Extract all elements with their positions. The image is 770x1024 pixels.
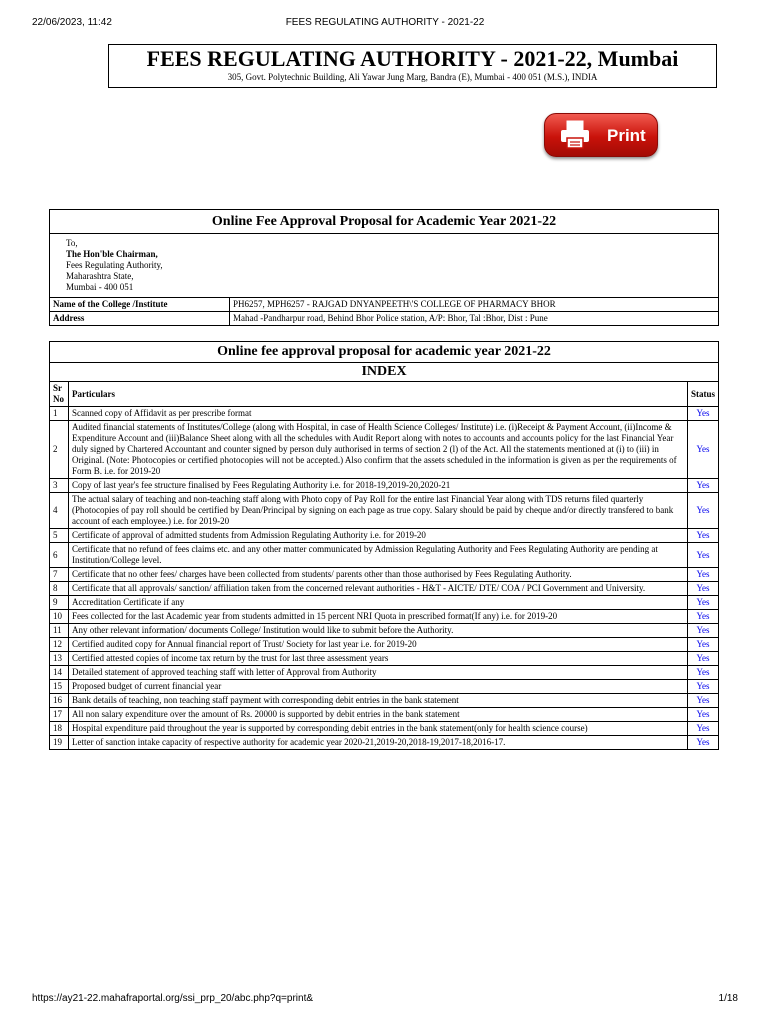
row-particulars: Certified audited copy for Annual financial report of Trust/ Society for last year i.e. for 2019-20 [69,638,688,652]
row-status-cell [687,596,718,610]
row-particulars: Copy of last year's fee structure finalised by Fees Regulating Authority i.e. for 2018-19,2019-20,2020-21 [69,479,688,493]
row-status-cell [687,543,718,568]
index-row [50,638,719,652]
index-row [50,493,719,529]
row-status-cell [687,610,718,624]
row-status-link[interactable]: Yes [696,480,710,490]
row-status-cell [687,624,718,638]
row-status-link[interactable]: Yes [696,505,710,515]
row-sr: 16 [50,694,69,708]
row-sr: 10 [50,610,69,624]
index-subheading: INDEX [49,362,719,381]
index-row [50,722,719,736]
row-status-cell [687,680,718,694]
index-row [50,652,719,666]
authority-title: FEES REGULATING AUTHORITY - 2021-22, Mumbai [146,46,679,71]
row-status-link[interactable]: Yes [696,709,710,719]
header-datetime: 22/06/2023, 11:42 [32,17,112,28]
index-table [49,381,719,750]
index-row [50,666,719,680]
index-row [50,610,719,624]
index-heading: Online fee approval proposal for academic year 2021-22 [49,341,719,362]
proposal-heading: Online Fee Approval Proposal for Academic Year 2021-22 [49,209,719,233]
row-status-link[interactable]: Yes [696,549,710,560]
row-status-link[interactable]: Yes [696,625,710,635]
row-sr: 6 [50,543,69,568]
row-status-cell [687,568,718,582]
row-sr: 1 [50,407,69,421]
row-status-cell [687,694,718,708]
index-row [50,529,719,543]
row-sr: 3 [50,479,69,493]
recipient-line: Fees Regulating Authority, [66,260,163,270]
row-particulars: Certificate that no other fees/ charges have been collected from students/ parents other than those authorised by Fees Regulating Authority. [69,568,688,582]
row-status-cell [687,708,718,722]
row-sr: 9 [50,596,69,610]
index-row [50,736,719,750]
row-particulars: Certificate that all approvals/ sanction/ affiliation taken from the concerned relevant authorities - H&T - AICTE/ DTE/ COA / PCI Government and University. [69,582,688,596]
row-sr: 18 [50,722,69,736]
row-status-link[interactable]: Yes [696,681,710,691]
row-particulars: Proposed budget of current financial year [69,680,688,694]
row-status-cell [687,421,718,479]
recipient-line: The Hon'ble Chairman, [66,249,158,259]
row-status-cell [687,493,718,529]
row-sr: 12 [50,638,69,652]
row-status-link[interactable]: Yes [696,611,710,621]
col-particulars: Particulars [69,382,688,407]
index-section [49,341,719,750]
row-status-cell [687,722,718,736]
row-particulars: Letter of sanction intake capacity of respective authority for academic year 2020-21,2019-20,2018-19,2017-18,2016-17. [69,736,688,750]
row-status-cell [687,666,718,680]
row-status-link[interactable]: Yes [696,723,710,733]
index-row [50,568,719,582]
footer-page-number: 1/18 [718,993,738,1004]
index-row [50,680,719,694]
row-status-cell [687,736,718,750]
printer-icon [559,120,591,150]
index-row [50,624,719,638]
row-status-cell [687,582,718,596]
row-status-link[interactable]: Yes [696,583,710,593]
address-label: Address [50,312,230,326]
recipient-address [49,233,719,297]
row-sr: 13 [50,652,69,666]
row-sr: 7 [50,568,69,582]
recipient-line: Mumbai - 400 051 [66,282,134,292]
row-particulars: All non salary expenditure over the amount of Rs. 20000 is supported by debit entries in the bank statement [69,708,688,722]
row-particulars: Certified attested copies of income tax return by the trust for last three assessment years [69,652,688,666]
row-particulars: Detailed statement of approved teaching staff with letter of Approval from Authority [69,666,688,680]
row-sr: 4 [50,493,69,529]
row-particulars: Accreditation Certificate if any [69,596,688,610]
row-sr: 11 [50,624,69,638]
college-info-table [49,297,719,326]
row-particulars: Bank details of teaching, non teaching staff payment with corresponding debit entries in the bank statement [69,694,688,708]
row-status-cell [687,652,718,666]
print-button-label: Print [607,126,646,145]
index-column-header [50,382,719,407]
index-row [50,407,719,421]
col-sr: Sr No [50,382,69,407]
page-footer [32,993,738,1007]
address-row [50,312,719,326]
header-title: FEES REGULATING AUTHORITY - 2021-22 [285,17,485,28]
row-sr: 2 [50,421,69,479]
print-button[interactable] [544,113,658,157]
row-particulars: Audited financial statements of Institutes/College (along with Hospital, in case of Health Science Colleges/ Institute) i.e. (i)Receipt & Payment Account, (ii)Income & Expenditure Account and (iii)Balance Sheet along with all the schedules with Audit Report along with notes to accounts and accounts policy for the last Financial Year duly signed by Chartered Accountant and counter signed by person duly authorised in terms of section 2 (l) of the Act. All the statements mentioned at (i) to (iii) in Original. (Note: Photocopies or certified photocopies will not be accepted.) Also confirm that the assets scheduled in the information is given as per the requirements of Form B. i.e. for 2019-20 [69,421,688,479]
row-particulars: Any other relevant information/ documents College/ Institution would like to submit before the Authority. [69,624,688,638]
row-status-cell [687,407,718,421]
authority-title-box [108,44,717,88]
row-sr: 5 [50,529,69,543]
row-status-link[interactable]: Yes [696,530,710,540]
footer-url: https://ay21-22.mahafraportal.org/ssi_prp_20/abc.php?q=print& [32,993,314,1004]
address-value: Mahad -Pandharpur road, Behind Bhor Police station, A/P: Bhor, Tal :Bhor, Dist : Pune [230,312,719,326]
page-header [32,17,738,31]
row-status-link[interactable]: Yes [696,444,710,454]
row-particulars: Hospital expenditure paid throughout the year is supported by corresponding debit entries in the bank statement(only for health science course) [69,722,688,736]
row-particulars: The actual salary of teaching and non-teaching staff along with Photo copy of Pay Roll for the entire last Financial Year along with TDS returns filed quarterly (Photocopies of pay roll should be certified by Dean/Principal by signing on each page as true copy. Salary should be paid by cheque and/or directly transfered to bank account of each employee.) i.e. for 2019-20 [69,493,688,529]
index-row [50,582,719,596]
college-value: PH6257, MPH6257 - RAJGAD DNYANPEETH\'S COLLEGE OF PHARMACY BHOR [230,298,719,312]
row-status-cell [687,529,718,543]
index-row [50,694,719,708]
row-status-link[interactable]: Yes [696,569,710,579]
row-sr: 14 [50,666,69,680]
row-sr: 19 [50,736,69,750]
row-sr: 8 [50,582,69,596]
row-status-link[interactable]: Yes [696,597,710,607]
row-particulars: Certificate that no refund of fees claims etc. and any other matter communicated by Admission Regulating Authority and Fees Regulating Authority are pending at Institution/College level. [69,543,688,568]
row-sr: 15 [50,680,69,694]
row-particulars: Fees collected for the last Academic year from students admitted in 15 percent NRI Quota in prescribed format(If any) i.e. for 2019-20 [69,610,688,624]
index-row [50,421,719,479]
row-status-link[interactable]: Yes [696,653,710,663]
index-row [50,596,719,610]
col-status: Status [687,382,718,407]
row-status-link[interactable]: Yes [696,737,710,747]
recipient-line: Maharashtra State, [66,271,134,281]
row-status-link[interactable]: Yes [696,695,710,705]
row-status-cell [687,479,718,493]
row-status-link[interactable]: Yes [696,667,710,677]
row-sr: 17 [50,708,69,722]
college-row [50,298,719,312]
proposal-section [49,209,719,326]
index-row [50,708,719,722]
row-status-link[interactable]: Yes [696,639,710,649]
index-row [50,479,719,493]
row-status-cell [687,638,718,652]
row-status-link[interactable]: Yes [696,408,710,418]
recipient-line: To, [66,238,78,248]
authority-address: 305, Govt. Polytechnic Building, Ali Yawar Jung Marg, Bandra (E), Mumbai - 400 051 (M.S.), INDIA [227,72,598,82]
row-particulars: Scanned copy of Affidavit as per prescribe format [69,407,688,421]
row-particulars: Certificate of approval of admitted students from Admission Regulating Authority i.e. for 2019-20 [69,529,688,543]
college-label: Name of the College /Institute [50,298,230,312]
index-row [50,543,719,568]
